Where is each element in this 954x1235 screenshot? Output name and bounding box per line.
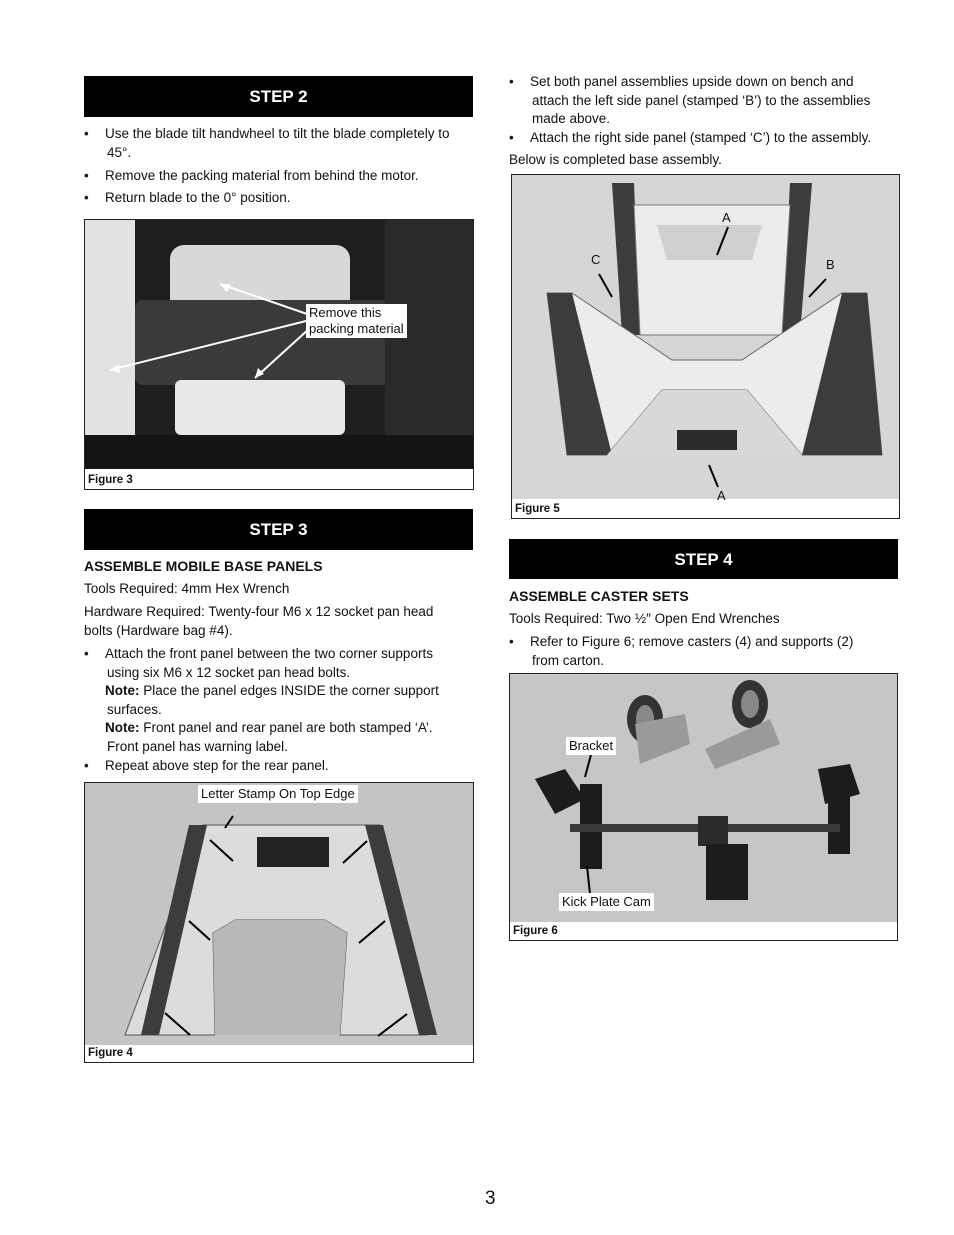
bullet-dot: • [84, 126, 89, 141]
figure-5 [511, 174, 900, 519]
step4-bullet-1-line1: Refer to Figure 6; remove casters (4) and supports (2) [530, 634, 854, 649]
step3-heading: ASSEMBLE MOBILE BASE PANELS [84, 558, 323, 574]
step3-hardware-line2: bolts (Hardware bag #4). [84, 622, 233, 638]
step3-note-1 [105, 683, 439, 698]
step4-heading: ASSEMBLE CASTER SETS [509, 588, 689, 604]
figure-5-label-a-bottom: A [717, 488, 726, 503]
figure-6-photo [510, 674, 897, 922]
bullet-dot: • [84, 190, 89, 205]
figure-4-label: Figure 4 [88, 1047, 133, 1059]
figure-3-callout [306, 304, 407, 338]
figure-3-photo [85, 220, 473, 469]
note-label: Note: [105, 683, 140, 698]
step3-bullet-1-line2: using six M6 x 12 socket pan head bolts. [107, 664, 351, 680]
step3-tools: Tools Required: 4mm Hex Wrench [84, 581, 290, 596]
figure-5-photo [512, 175, 899, 499]
figure-4-callout: Letter Stamp On Top Edge [198, 785, 358, 803]
figure-5-label-a-top: A [722, 210, 731, 225]
step2-bullet-3-text: Return blade to the 0° position. [105, 190, 291, 205]
step2-bullet-1 [84, 125, 473, 163]
bullet-dot: • [84, 168, 89, 183]
figure-3-label: Figure 3 [88, 474, 133, 486]
step3-bullet-2 [84, 757, 473, 776]
figure-6-callout-bracket: Bracket [566, 737, 616, 755]
right-bullet-2 [509, 129, 898, 148]
figure-6-callout-kick-plate: Kick Plate Cam [559, 893, 654, 911]
figure-3-callout-line1: Remove this [309, 305, 382, 320]
right-bullet-1-line1: Set both panel assemblies upside down on bench and [530, 74, 854, 89]
step4-tools: Tools Required: Two ½″ Open End Wrenches [509, 611, 780, 626]
step3-note-2-line2: Front panel has warning label. [107, 738, 288, 754]
step2-bullet-2 [84, 167, 473, 186]
step3-header: STEP 3 [84, 509, 473, 550]
right-bullet-1 [509, 73, 898, 129]
step3-note-1-line2: surfaces. [107, 701, 162, 717]
page-number: 3 [485, 1188, 496, 1209]
step3-note-2-line1: Front panel and rear panel are both stamped ‘A’. [139, 720, 433, 735]
base-assembly-caption: Below is completed base assembly. [509, 152, 722, 167]
bullet-dot: • [84, 646, 89, 661]
step3-note-2 [105, 720, 433, 735]
step3-hardware [84, 603, 473, 640]
step2-header: STEP 2 [84, 76, 473, 117]
step3-bullet-2-text: Repeat above step for the rear panel. [105, 758, 329, 773]
figure-6 [509, 673, 898, 941]
step2-bullet-1-line2: 45°. [107, 144, 132, 160]
step2-bullet-3 [84, 189, 473, 208]
step2-bullet-1-line1: Use the blade tilt handwheel to tilt the blade completely to [105, 126, 450, 141]
step3-note-1-line1: Place the panel edges INSIDE the corner support [139, 683, 439, 698]
bullet-dot: • [509, 74, 514, 89]
figure-4-photo [85, 783, 473, 1045]
figure-3-callout-line2: packing material [309, 321, 404, 336]
step2-bullet-2-text: Remove the packing material from behind the motor. [105, 168, 419, 183]
step3-hardware-line1: Hardware Required: Twenty-four M6 x 12 socket pan head [84, 604, 434, 619]
bullet-dot: • [509, 634, 514, 649]
step4-header: STEP 4 [509, 539, 898, 579]
step4-bullet-1 [509, 633, 898, 671]
bullet-dot: • [84, 758, 89, 773]
step3-bullet-1 [84, 645, 473, 757]
right-bullet-1-line3: made above. [532, 111, 611, 126]
figure-6-label: Figure 6 [513, 925, 558, 937]
figure-5-label-b: B [826, 257, 835, 272]
figure-5-label-c: C [591, 252, 601, 267]
step3-bullet-1-line1: Attach the front panel between the two corner supports [105, 646, 433, 661]
bullet-dot: • [509, 130, 514, 145]
figure-4 [84, 782, 474, 1063]
right-bullet-2-text: Attach the right side panel (stamped ‘C’) to the assembly. [530, 130, 872, 145]
figure-5-label: Figure 5 [515, 503, 560, 515]
note-label: Note: [105, 720, 140, 735]
step4-bullet-1-line2: from carton. [532, 652, 605, 668]
right-bullet-1-line2: attach the left side panel (stamped ‘B’) to the assemblies [532, 92, 871, 108]
figure-3 [84, 219, 474, 490]
